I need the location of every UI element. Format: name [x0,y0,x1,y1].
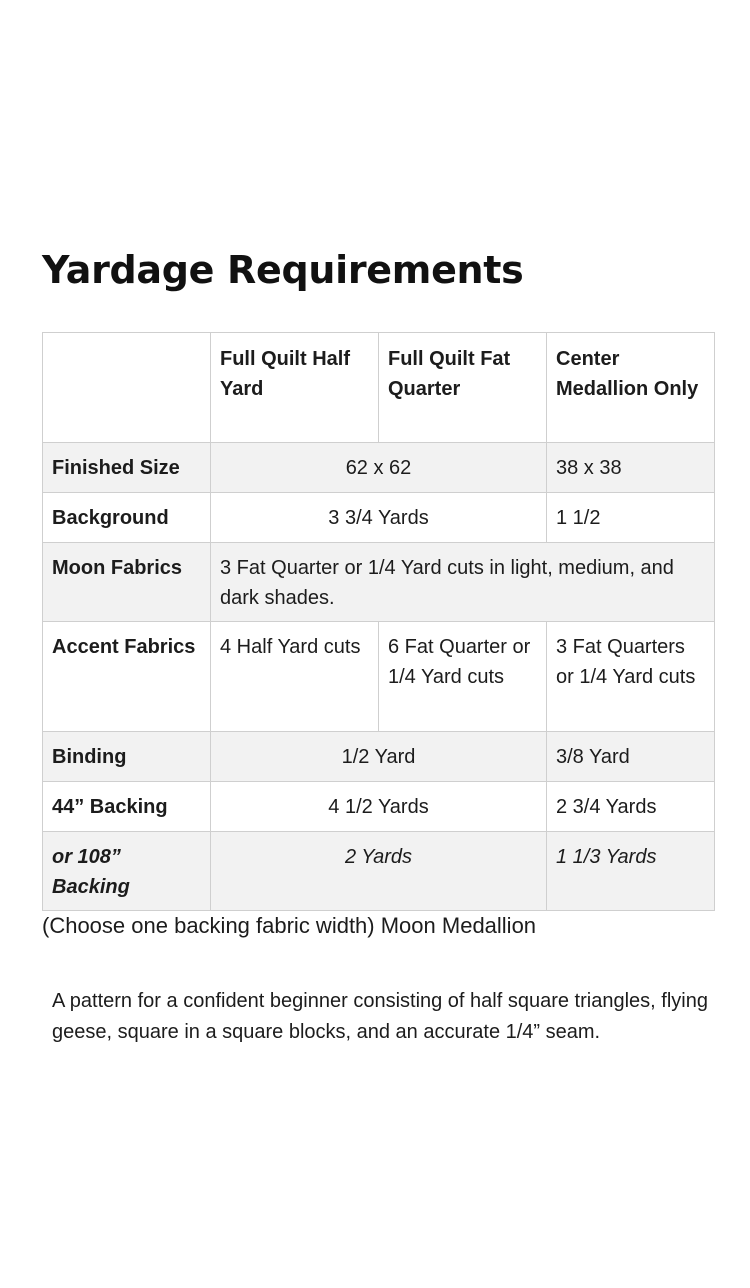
center-medallion-value: 1 1/2 [547,493,715,543]
header-cell-center-medallion-only: Center Medallion Only [547,333,715,443]
page-title: Yardage Requirements [42,248,524,292]
center-medallion-value: 3 Fat Quarters or 1/4 Yard cuts [547,622,715,732]
table-row-moon-fabrics [43,543,715,622]
full-quilt-value: 3 3/4 Yards [211,493,547,543]
row-label: 44” Backing [43,782,211,832]
row-label: Binding [43,732,211,782]
table-row-44-backing [43,782,715,832]
full-quilt-value: 1/2 Yard [211,732,547,782]
center-medallion-value: 3/8 Yard [547,732,715,782]
header-cell-full-quilt-half-yard: Full Quilt Half Yard [211,333,379,443]
table-row-accent-fabrics [43,622,715,732]
row-label: Accent Fabrics [43,622,211,732]
row-label: Moon Fabrics [43,543,211,622]
center-medallion-value: 2 3/4 Yards [547,782,715,832]
row-label: Finished Size [43,443,211,493]
table-row-binding [43,732,715,782]
center-medallion-value: 1 1/3 Yards [547,832,715,911]
full-quilt-value: 4 1/2 Yards [211,782,547,832]
pattern-description: A pattern for a confident beginner consisting of half square triangles, flying geese, square in a square blocks, and an accurate 1/4” seam. [52,990,708,1043]
fat-quarter-value: 6 Fat Quarter or 1/4 Yard cuts [379,622,547,732]
table-header-row [43,333,715,443]
table-row-108-backing [43,832,715,911]
all-columns-value: 3 Fat Quarter or 1/4 Yard cuts in light, medium, and dark shades. [211,543,715,622]
half-yard-value: 4 Half Yard cuts [211,622,379,732]
table-row-finished-size [43,443,715,493]
row-label: Background [43,493,211,543]
yardage-table [42,332,715,911]
full-quilt-value: 62 x 62 [211,443,547,493]
header-cell-empty [43,333,211,443]
center-medallion-value: 38 x 38 [547,443,715,493]
table-row-background [43,493,715,543]
full-quilt-value: 2 Yards [211,832,547,911]
header-cell-full-quilt-fat-quarter: Full Quilt Fat Quarter [379,333,547,443]
backing-note: (Choose one backing fabric width) Moon Medallion [42,913,537,938]
row-label: or 108” Backing [43,832,211,911]
